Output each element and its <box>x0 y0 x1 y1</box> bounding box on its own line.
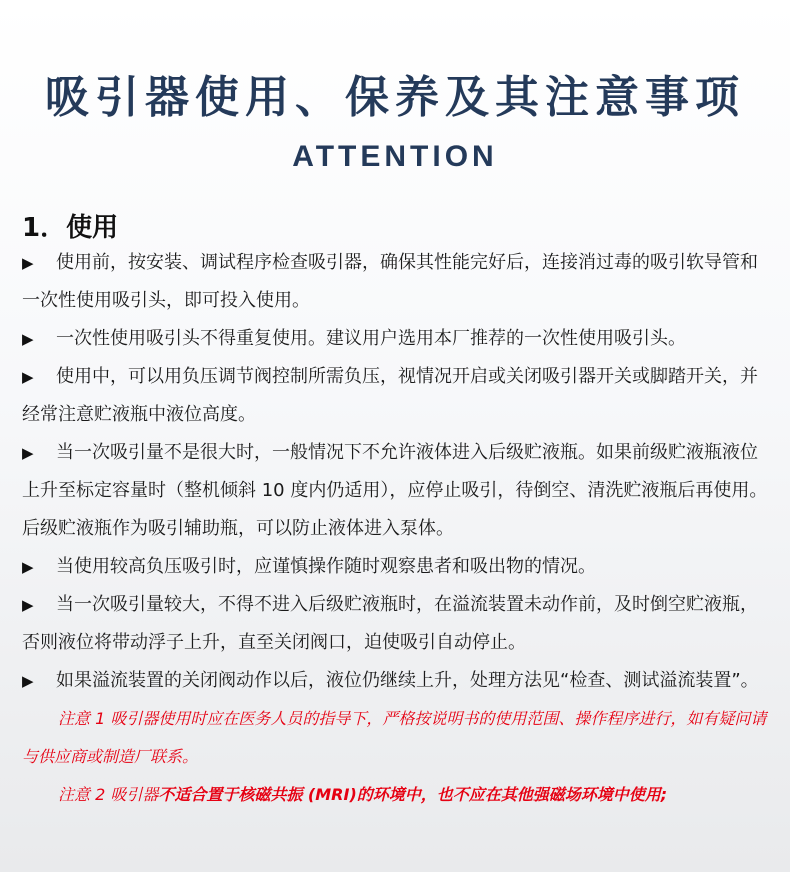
list-item-text: 当使用较高负压吸引时，应谨慎操作随时观察患者和吸出物的情况。 <box>56 556 596 577</box>
section-content <box>22 244 770 814</box>
list-item <box>22 662 770 700</box>
list-item-text: 使用前，按安装、调试程序检查吸引器，确保其性能完好后，连接消过毒的吸引软导管和一次性使用吸引头，即可投入使用。 <box>22 252 758 311</box>
triangle-right-icon: ▶ <box>22 368 34 386</box>
list-item <box>22 320 770 358</box>
list-item-text: 如果溢流装置的关闭阀动作以后，液位仍继续上升，处理方法见“检查、测试溢流装置”。 <box>56 670 759 691</box>
list-item-text: 当一次吸引量不是很大时，一般情况下不允许液体进入后级贮液瓶。如果前级贮液瓶液位上升至标定容量时（整机倾斜 10 度内仍适用），应停止吸引，待倒空、清洗贮液瓶后再使用。后级贮液瓶作为吸引辅助瓶，可以防止液体进入泵体。 <box>22 442 768 539</box>
triangle-right-icon: ▶ <box>22 672 34 690</box>
list-item <box>22 358 770 434</box>
list-item-text: 使用中，可以用负压调节阀控制所需负压，视情况开启或关闭吸引器开关或脚踏开关，并经常注意贮液瓶中液位高度。 <box>22 366 758 425</box>
list-item <box>22 434 770 548</box>
list-item <box>22 548 770 586</box>
triangle-right-icon: ▶ <box>22 330 34 348</box>
list-item-text: 当一次吸引量较大，不得不进入后级贮液瓶时，在溢流装置未动作前，及时倒空贮液瓶，否则液位将带动浮子上升，直至关闭阀口，迫使吸引自动停止。 <box>22 594 758 653</box>
triangle-right-icon: ▶ <box>22 254 34 272</box>
note-1-text: 注意 1 吸引器使用时应在医务人员的指导下，严格按说明书的使用范围、操作程序进行，如有疑问请与供应商或制造厂联系。 <box>22 709 767 766</box>
list-item <box>22 244 770 320</box>
note-2-prefix: 注意 2 吸引器 <box>58 785 159 804</box>
section-heading: 1．使用 <box>22 213 119 243</box>
list-item <box>22 586 770 662</box>
note-1 <box>22 700 770 776</box>
notes <box>22 700 770 814</box>
triangle-right-icon: ▶ <box>22 596 34 614</box>
note-2-warning: 不适合置于核磁共振 (MRI)的环境中，也不应在其他强磁场环境中使用; <box>158 785 668 804</box>
page-subtitle: ATTENTION <box>292 140 498 173</box>
note-2 <box>22 776 770 814</box>
triangle-right-icon: ▶ <box>22 558 34 576</box>
list-item-text: 一次性使用吸引头不得重复使用。建议用户选用本厂推荐的一次性使用吸引头。 <box>56 328 686 349</box>
page-title: 吸引器使用、保养及其注意事项 <box>45 72 745 123</box>
triangle-right-icon: ▶ <box>22 444 34 462</box>
